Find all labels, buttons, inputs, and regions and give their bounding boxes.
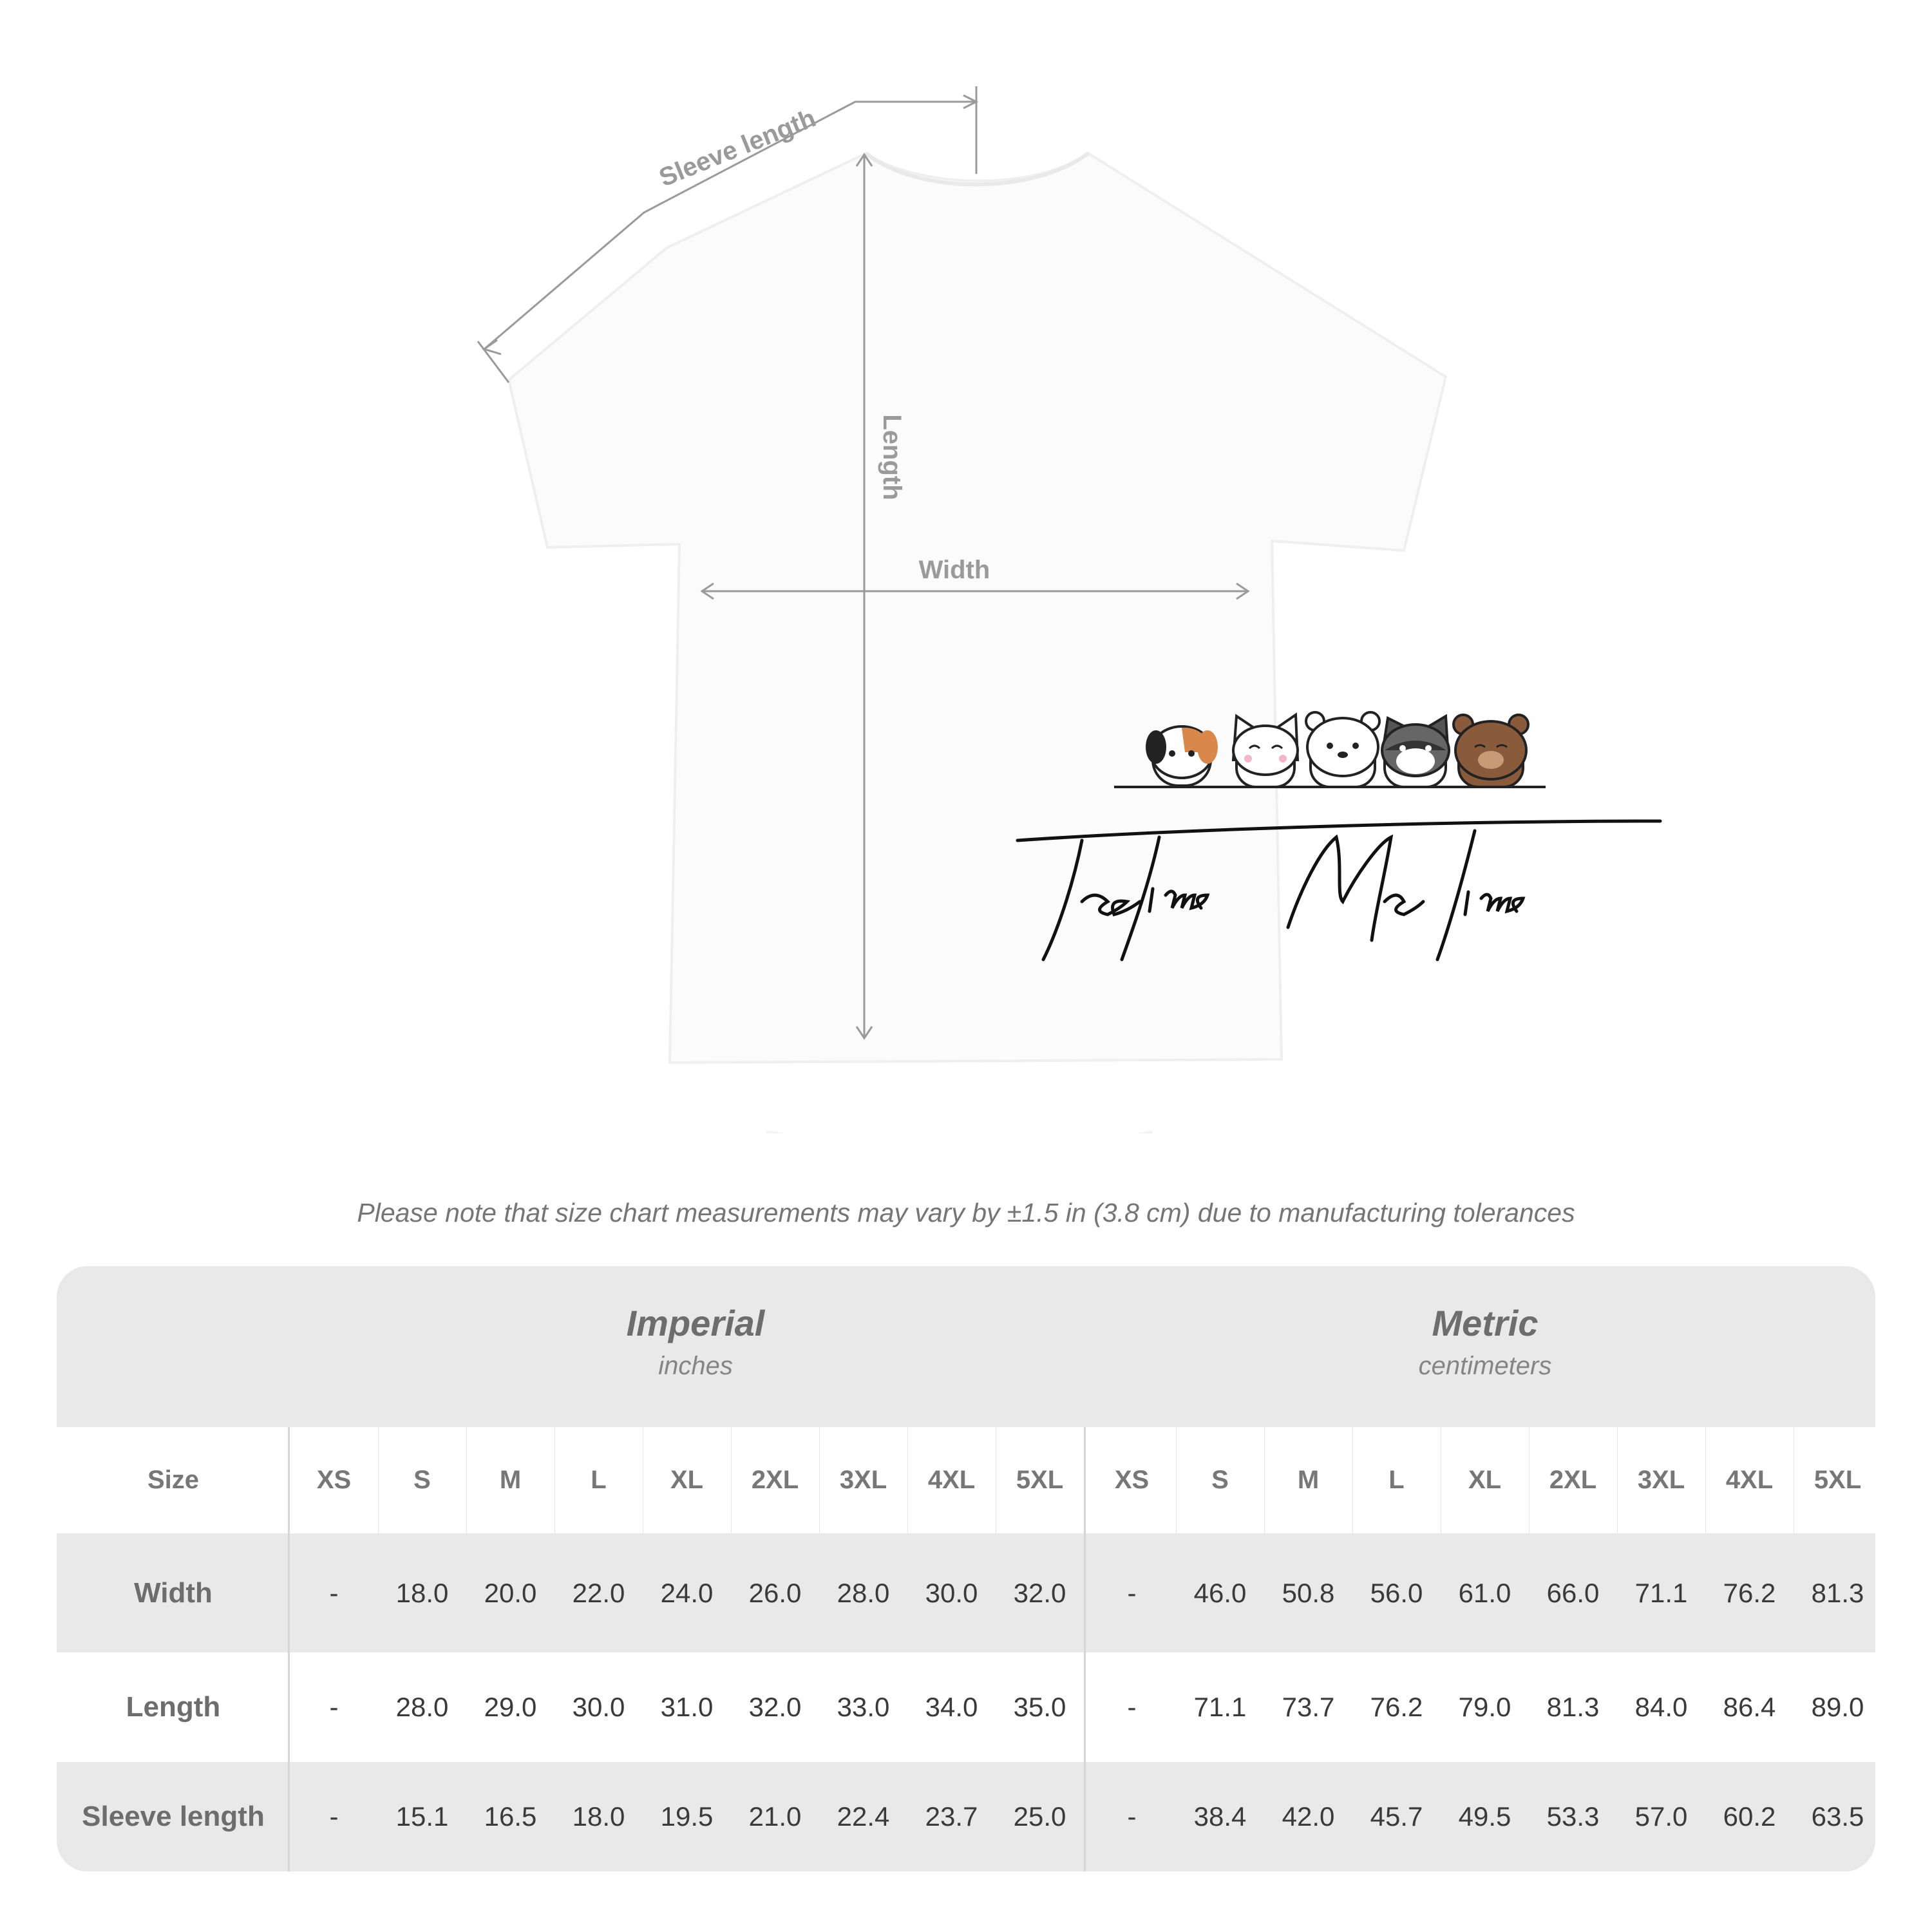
metric-value-cell: 73.7 bbox=[1282, 1692, 1335, 1722]
metric-value-cell: 89.0 bbox=[1811, 1692, 1864, 1722]
imperial-value-cell: 15.1 bbox=[395, 1801, 449, 1832]
metric-size-header: XS bbox=[1114, 1466, 1150, 1494]
row-label: Sleeve length bbox=[82, 1801, 265, 1832]
row-label: Length bbox=[126, 1691, 221, 1723]
header-cell-divider bbox=[1176, 1427, 1177, 1533]
metric-value-cell: - bbox=[1127, 1801, 1137, 1832]
width-row bbox=[57, 1533, 1875, 1653]
imperial-title: Imperial bbox=[626, 1303, 765, 1343]
metric-size-header: 3XL bbox=[1637, 1466, 1685, 1494]
imperial-value-cell: 16.5 bbox=[484, 1801, 537, 1832]
imperial-unit: inches bbox=[658, 1352, 733, 1380]
imperial-size-header: XL bbox=[670, 1466, 704, 1494]
metric-size-header: 5XL bbox=[1814, 1466, 1862, 1494]
metric-value-cell: 71.1 bbox=[1193, 1692, 1247, 1722]
imperial-value-cell: 22.0 bbox=[572, 1577, 625, 1608]
sleeve-length-row bbox=[57, 1762, 1875, 1871]
imperial-value-cell: 26.0 bbox=[748, 1577, 802, 1608]
imperial-value-cell: 19.5 bbox=[660, 1801, 714, 1832]
metric-value-cell: 86.4 bbox=[1723, 1692, 1776, 1722]
length-label: Length bbox=[878, 414, 906, 500]
metric-value-cell: 53.3 bbox=[1546, 1801, 1600, 1832]
imperial-value-cell: 28.0 bbox=[837, 1577, 890, 1608]
imperial-size-header: 3XL bbox=[839, 1466, 887, 1494]
imperial-value-cell: 28.0 bbox=[395, 1692, 449, 1722]
system-divider bbox=[1084, 1427, 1086, 1871]
metric-value-cell: 76.2 bbox=[1723, 1577, 1776, 1608]
metric-size-header: XL bbox=[1468, 1466, 1502, 1494]
size-chart-table bbox=[57, 1266, 1875, 1871]
length-row bbox=[57, 1653, 1875, 1762]
header-cell-divider bbox=[1529, 1427, 1530, 1533]
metric-header bbox=[1095, 1266, 1875, 1427]
raccoon-icon bbox=[1382, 716, 1449, 787]
metric-value-cell: 49.5 bbox=[1458, 1801, 1511, 1832]
metric-value-cell: - bbox=[1127, 1692, 1137, 1722]
imperial-value-cell: - bbox=[329, 1692, 339, 1722]
metric-value-cell: 60.2 bbox=[1723, 1801, 1776, 1832]
imperial-value-cell: 30.0 bbox=[925, 1577, 978, 1608]
sleeve-length-label: Sleeve length bbox=[655, 104, 820, 193]
brown-bear-icon bbox=[1454, 715, 1528, 787]
imperial-size-header: XS bbox=[316, 1466, 352, 1494]
imperial-value-cell: 23.7 bbox=[925, 1801, 978, 1832]
tolerance-note: Please note that size chart measurements may vary by ±1.5 in (3.8 cm) due to manufacturing tolerances bbox=[357, 1198, 1575, 1227]
imperial-value-cell: 18.0 bbox=[395, 1577, 449, 1608]
metric-value-cell: 45.7 bbox=[1370, 1801, 1423, 1832]
imperial-size-header: 4XL bbox=[927, 1466, 976, 1494]
header-cell-divider bbox=[1352, 1427, 1353, 1533]
metric-value-cell: 79.0 bbox=[1458, 1692, 1511, 1722]
metric-value-cell: 81.3 bbox=[1546, 1692, 1600, 1722]
imperial-value-cell: 22.4 bbox=[837, 1801, 890, 1832]
metric-value-cell: 81.3 bbox=[1811, 1577, 1864, 1608]
imperial-value-cell: 32.0 bbox=[1013, 1577, 1066, 1608]
row-label: Width bbox=[134, 1577, 213, 1609]
metric-title: Metric bbox=[1432, 1303, 1539, 1343]
metric-value-cell: 71.1 bbox=[1634, 1577, 1688, 1608]
metric-value-cell: 42.0 bbox=[1282, 1801, 1335, 1832]
imperial-value-cell: 21.0 bbox=[748, 1801, 802, 1832]
imperial-value-cell: 35.0 bbox=[1013, 1692, 1066, 1722]
width-label: Width bbox=[918, 556, 990, 584]
header-cell-divider bbox=[466, 1427, 467, 1533]
size-column-label: Size bbox=[147, 1466, 200, 1494]
imperial-value-cell: 30.0 bbox=[572, 1692, 625, 1722]
metric-value-cell: 61.0 bbox=[1458, 1577, 1511, 1608]
label-column-divider bbox=[288, 1427, 290, 1871]
header-cell-divider bbox=[1264, 1427, 1265, 1533]
tshirt-shape bbox=[509, 153, 1446, 1063]
imperial-value-cell: - bbox=[329, 1801, 339, 1832]
metric-size-header: L bbox=[1388, 1466, 1405, 1494]
imperial-value-cell: 18.0 bbox=[572, 1801, 625, 1832]
imperial-size-header: S bbox=[413, 1466, 431, 1494]
header-cell-divider bbox=[819, 1427, 820, 1533]
cat-icon bbox=[1233, 715, 1298, 787]
metric-value-cell: 50.8 bbox=[1282, 1577, 1335, 1608]
imperial-size-header: L bbox=[591, 1466, 607, 1494]
metric-value-cell: 38.4 bbox=[1193, 1801, 1247, 1832]
header-cell-divider bbox=[1617, 1427, 1618, 1533]
metric-value-cell: 76.2 bbox=[1370, 1692, 1423, 1722]
metric-size-header: 2XL bbox=[1549, 1466, 1597, 1494]
imperial-size-header: 5XL bbox=[1016, 1466, 1064, 1494]
size-header-row bbox=[57, 1427, 1875, 1533]
imperial-value-cell: 32.0 bbox=[748, 1692, 802, 1722]
metric-size-header: 4XL bbox=[1725, 1466, 1774, 1494]
header-cell-divider bbox=[554, 1427, 555, 1533]
metric-value-cell: 63.5 bbox=[1811, 1801, 1864, 1832]
metric-value-cell: - bbox=[1127, 1577, 1137, 1608]
header-cell-divider bbox=[731, 1427, 732, 1533]
metric-size-header: M bbox=[1297, 1466, 1320, 1494]
imperial-value-cell: 25.0 bbox=[1013, 1801, 1066, 1832]
imperial-header bbox=[296, 1266, 1095, 1427]
imperial-value-cell: - bbox=[329, 1577, 339, 1608]
imperial-size-header: 2XL bbox=[751, 1466, 799, 1494]
metric-value-cell: 46.0 bbox=[1193, 1577, 1247, 1608]
imperial-size-header: M bbox=[499, 1466, 522, 1494]
header-cell-divider bbox=[907, 1427, 908, 1533]
imperial-value-cell: 20.0 bbox=[484, 1577, 537, 1608]
metric-size-header: S bbox=[1211, 1466, 1229, 1494]
metric-value-cell: 56.0 bbox=[1370, 1577, 1423, 1608]
header-cell-divider bbox=[378, 1427, 379, 1533]
polar-bear-icon bbox=[1306, 712, 1379, 787]
imperial-value-cell: 24.0 bbox=[660, 1577, 714, 1608]
imperial-value-cell: 29.0 bbox=[484, 1692, 537, 1722]
imperial-value-cell: 33.0 bbox=[837, 1692, 890, 1722]
metric-value-cell: 57.0 bbox=[1634, 1801, 1688, 1832]
metric-value-cell: 66.0 bbox=[1546, 1577, 1600, 1608]
metric-value-cell: 84.0 bbox=[1634, 1692, 1688, 1722]
imperial-value-cell: 31.0 bbox=[660, 1692, 714, 1722]
metric-unit: centimeters bbox=[1418, 1352, 1552, 1380]
header-cell-divider bbox=[1705, 1427, 1706, 1533]
imperial-value-cell: 34.0 bbox=[925, 1692, 978, 1722]
